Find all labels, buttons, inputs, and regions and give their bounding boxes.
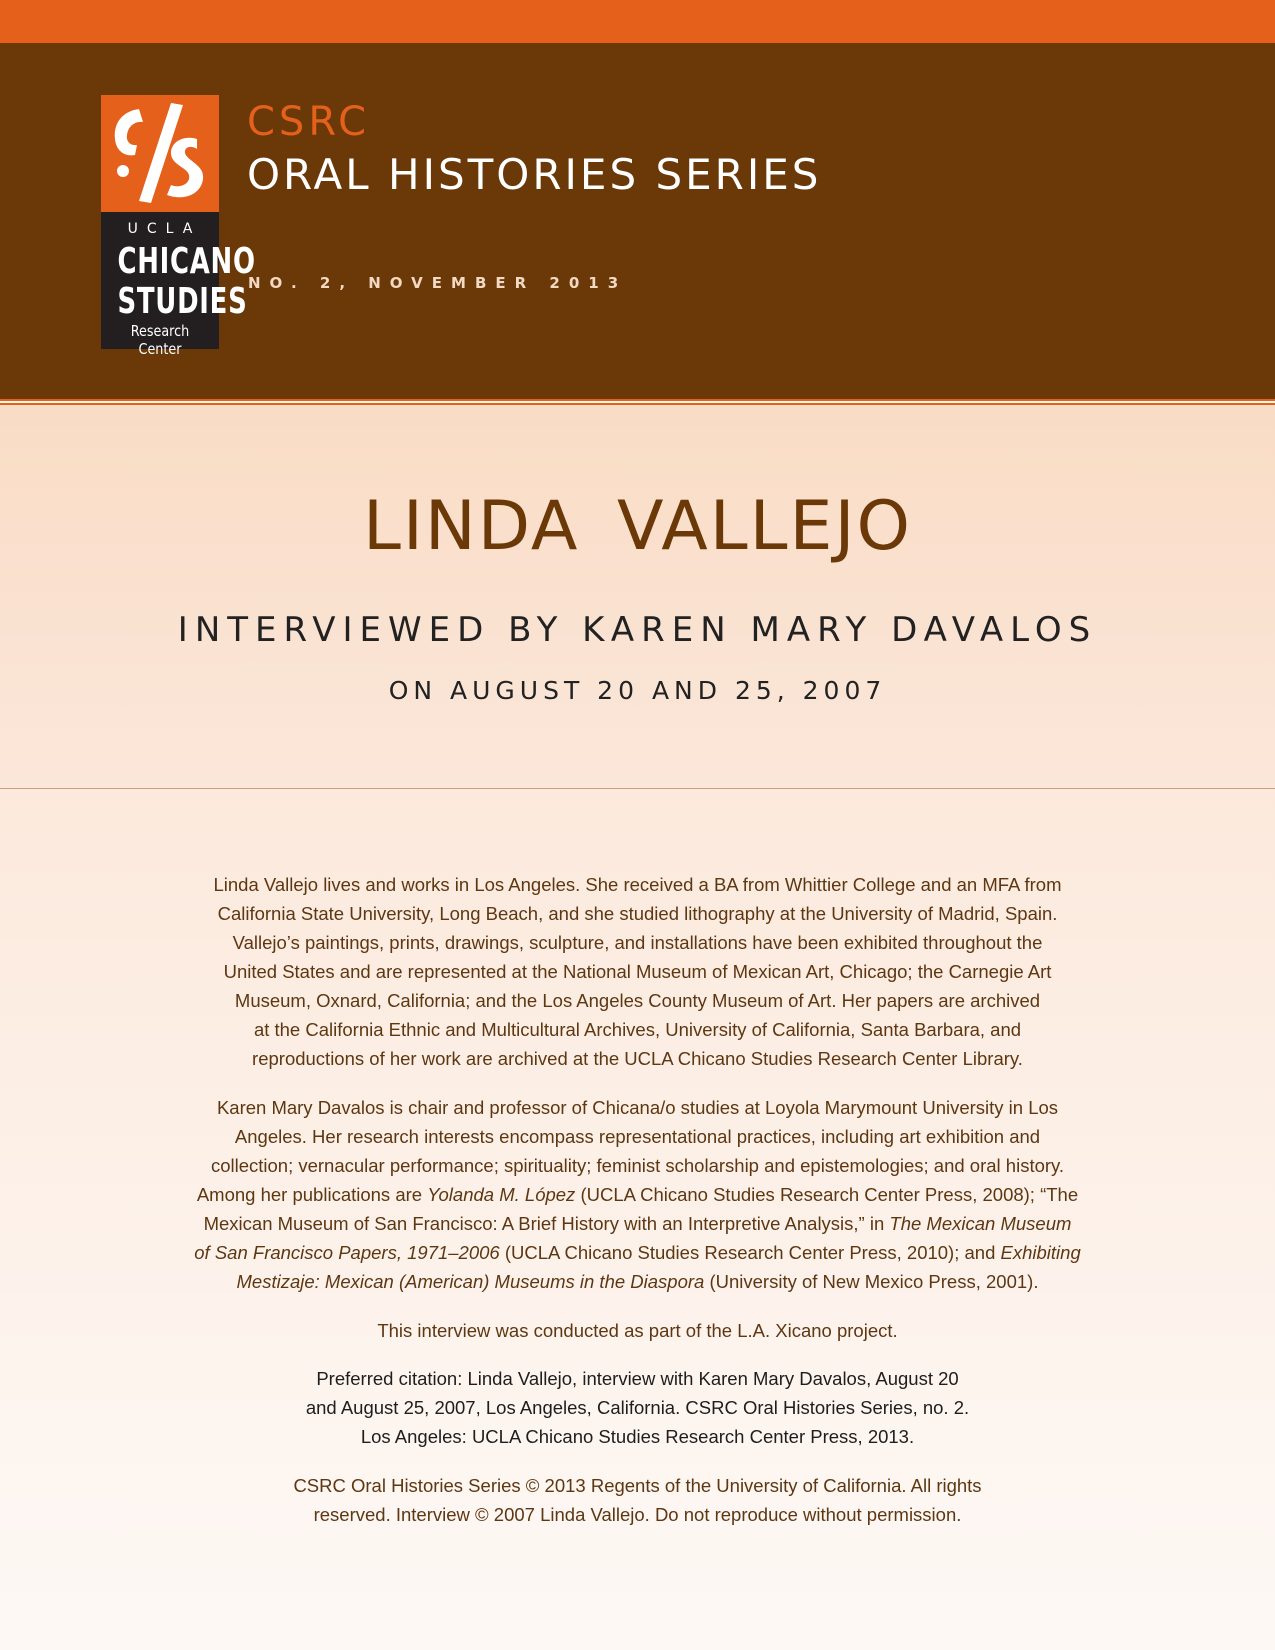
bio-text: Among her publications are — [196, 1184, 428, 1205]
publication-title: The Mexican Museum — [889, 1213, 1072, 1234]
cs-slash-logo-icon — [101, 95, 219, 212]
csrc-logo — [101, 95, 256, 358]
bio-line: Museum, Oxnard, California; and the Los Angeles County Museum of Art. Her papers are archived — [234, 990, 1041, 1011]
copyright-line: CSRC Oral Histories Series © 2013 Regents of the University of California. All rights — [293, 1475, 982, 1496]
bio-text: (University of New Mexico Press, 2001). — [704, 1271, 1039, 1292]
bio-line: at the California Ethnic and Multicultural Archives, University of California, Santa Barbara, and — [253, 1019, 1022, 1040]
bio-line: Vallejo’s paintings, prints, drawings, sculpture, and installations have been exhibited throughout the — [232, 932, 1043, 953]
logo-orange-block — [101, 95, 219, 212]
citation-line: Los Angeles: UCLA Chicano Studies Research Center Press, 2013. — [360, 1426, 915, 1447]
copyright-notice — [230, 1471, 1045, 1529]
citation-line: Preferred citation: Linda Vallejo, interview with Karen Mary Davalos, August 20 — [316, 1368, 959, 1389]
narrator-bio — [150, 870, 1125, 1073]
title-band — [0, 405, 1275, 788]
bio-text: Mexican Museum of San Francisco: A Brief History with an Interpretive Analysis,” in — [203, 1213, 890, 1234]
interview-date: ON AUGUST 20 AND 25, 2007 — [388, 676, 887, 705]
publication-title: Yolanda M. López — [427, 1184, 576, 1205]
bio-line — [150, 1180, 1125, 1209]
project-note: This interview was conducted as part of the L.A. Xicano project. — [377, 1320, 898, 1341]
preferred-citation — [250, 1364, 1025, 1451]
logo-chicano-text: CHICANO — [117, 241, 256, 282]
bio-line — [150, 1267, 1125, 1296]
narrator-name: LINDA VALLEJO — [362, 487, 913, 566]
bio-text: (UCLA Chicano Studies Research Center Press, 2008); “The — [575, 1184, 1079, 1205]
issue-number: NO. 2, NOVEMBER 2013 — [248, 274, 628, 292]
logo-research-center-text: Research Center — [130, 322, 190, 358]
logo-ucla-text: UCLA — [127, 221, 202, 237]
publication-title: Mestizaje: Mexican (American) Museums in the Diaspora — [236, 1271, 705, 1292]
bio-line — [150, 1209, 1125, 1238]
bio-line: Linda Vallejo lives and works in Los Angeles. She received a BA from Whittier College and an MFA from — [213, 874, 1062, 895]
bio-text: (UCLA Chicano Studies Research Center Press, 2010); and — [499, 1242, 1001, 1263]
header-divider-line — [0, 399, 1275, 401]
bio-line: Karen Mary Davalos is chair and professor of Chicana/o studies at Loyola Marymount University in Los — [216, 1097, 1059, 1118]
publication-title: of San Francisco Papers, 1971–2006 — [194, 1242, 500, 1263]
series-short-name: CSRC — [247, 99, 371, 145]
series-title: ORAL HISTORIES SERIES — [247, 150, 822, 199]
top-accent-stripe — [0, 0, 1275, 43]
bio-line: United States and are represented at the National Museum of Mexican Art, Chicago; the Carnegie Art — [223, 961, 1052, 982]
bio-line: California State University, Long Beach, and she studied lithography at the University of Madrid, Spain. — [217, 903, 1058, 924]
bio-line — [150, 1238, 1125, 1267]
bio-line: Angeles. Her research interests encompass representational practices, including art exhibition and — [234, 1126, 1041, 1147]
bio-line: collection; vernacular performance; spirituality; feminist scholarship and epistemologies; and oral history. — [210, 1155, 1065, 1176]
bio-line: reproductions of her work are archived at the UCLA Chicano Studies Research Center Library. — [252, 1048, 1023, 1069]
publication-title: Exhibiting — [1000, 1242, 1081, 1263]
interviewer-line: INTERVIEWED BY KAREN MARY DAVALOS — [177, 610, 1098, 650]
logo-studies-text: STUDIES — [117, 281, 248, 322]
citation-line: and August 25, 2007, Los Angeles, California. CSRC Oral Histories Series, no. 2. — [305, 1397, 970, 1418]
interviewer-bio — [150, 1093, 1125, 1296]
copyright-line: reserved. Interview © 2007 Linda Vallejo. Do not reproduce without permission. — [313, 1504, 962, 1525]
